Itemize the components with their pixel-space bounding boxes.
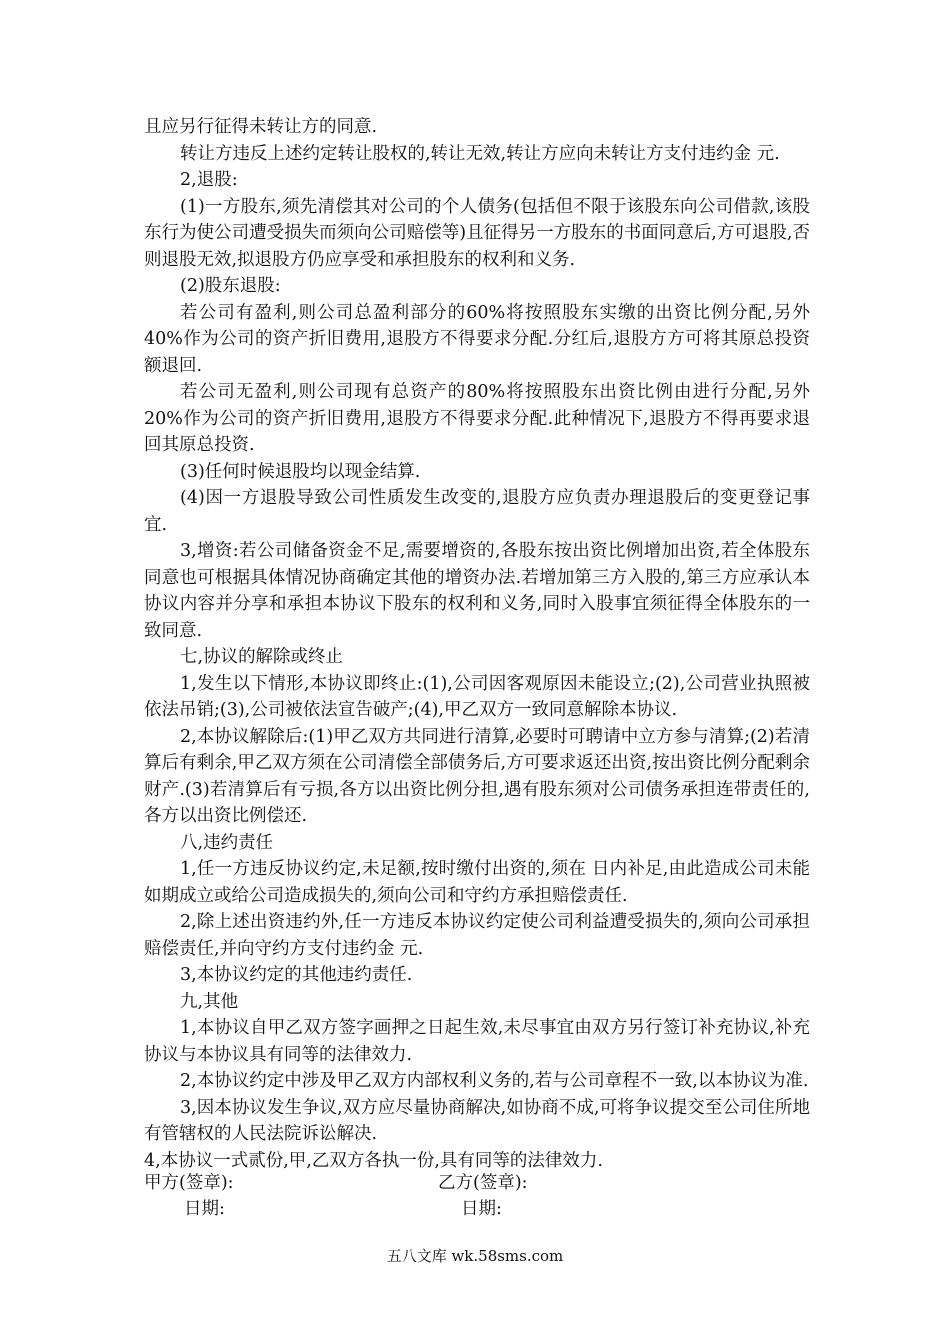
document-paragraph: 2,本协议解除后:(1)甲乙双方共同进行清算,必要时可聘请中立方参与清算;(2)若清算后有剩余,甲乙双方须在公司清偿全部债务后,方可要求返还出资,按出资比例分配剩余财产.(3)若清算后有亏损,各方以出资比例分担,遇有股东须对公司债务承担连带责任的,各方以出资比例偿还. xyxy=(144,726,810,826)
document-paragraph: 1,本协议自甲乙双方签字画押之日起生效,未尽事宜由双方另行签订补充协议,补充协议与本协议具有同等的法律效力. xyxy=(144,1018,810,1065)
document-paragraph: (3)任何时候退股均以现金结算. xyxy=(180,461,421,482)
document-paragraph: 转让方违反上述约定转让股权的,转让无效,转让方应向未转让方支付违约金 元. xyxy=(180,143,780,164)
party-b-date-label: 日期: xyxy=(461,1199,502,1219)
page-footer-watermark: 五八文库 wk.58sms.com xyxy=(386,1247,564,1265)
document-paragraph: 1,发生以下情形,本协议即终止:(1),公司因客观原因未能设立;(2),公司营业执照被依法吊销;(3),公司被依法宣告破产;(4),甲乙双方一致同意解除本协议. xyxy=(144,673,810,720)
document-paragraph: 3,本协议约定的其他违约责任. xyxy=(180,965,413,985)
document-paragraph: 若公司有盈利,则公司总盈利部分的60%将按照股东实缴的出资比例分配,另外40%作为公司的资产折旧费用,退股方不得要求分配.分红后,退股方方可将其原总投资额退回. xyxy=(144,302,810,376)
document-paragraph: 4,本协议一式贰份,甲,乙双方各执一份,具有同等的法律效力. xyxy=(144,1150,603,1171)
document-paragraph: (4)因一方退股导致公司性质发生改变的,退股方应负责办理退股后的变更登记事宜. xyxy=(144,488,810,535)
document-paragraph: 3,增资:若公司储备资金不足,需要增资的,各股东按出资比例增加出资,若全体股东同意也可根据具体情况协商确定其他的增资办法.若增加第三方入股的,第三方应承认本协议内容并分享和承担本协议下股东的权利和义务,同时入股事宜须征得全体股东的一致同意. xyxy=(144,541,810,641)
document-paragraph: 且应另行征得未转让方的同意. xyxy=(144,117,378,137)
document-paragraph: 七,协议的解除或终止 xyxy=(180,647,344,667)
document-body xyxy=(144,114,810,1174)
document-paragraph: 2,除上述出资违约外,任一方违反本协议约定使公司利益遭受损失的,须向公司承担赔偿责任,并向守约方支付违约金 元. xyxy=(144,912,810,959)
document-paragraph: 2,退股: xyxy=(180,170,238,190)
document-paragraph: 2,本协议约定中涉及甲乙双方内部权利义务的,若与公司章程不一致,以本协议为准. xyxy=(180,1071,809,1091)
party-a-date-label: 日期: xyxy=(184,1199,225,1219)
document-paragraph: (1)一方股东,须先清偿其对公司的个人债务(包括但不限于该股东向公司借款,该股东行为使公司遭受损失而须向公司赔偿等)且征得另一方股东的书面同意后,方可退股,否则退股无效,拟退股方仍应享受和承担股东的权利和义务. xyxy=(144,196,810,270)
document-paragraph: (2)股东退股: xyxy=(180,276,281,296)
document-paragraph: 3,因本协议发生争议,双方应尽量协商解决,如协商不成,可将争议提交至公司住所地有管辖权的人民法院诉讼解决. xyxy=(144,1097,810,1144)
party-b-signature-label: 乙方(签章): xyxy=(438,1173,528,1193)
document-paragraph: 九,其他 xyxy=(180,991,239,1012)
document-paragraph: 八,违约责任 xyxy=(180,832,274,853)
document-paragraph: 1,任一方违反协议约定,未足额,按时缴付出资的,须在 日内补足,由此造成公司未能如期成立或给公司造成损失的,须向公司和守约方承担赔偿责任. xyxy=(144,859,810,906)
document-paragraph: 若公司无盈利,则公司现有总资产的80%将按照股东出资比例由进行分配,另外20%作为公司的资产折旧费用,退股方不得要求分配.此种情况下,退股方不得再要求退回其原总投资. xyxy=(144,382,810,455)
party-a-signature-label: 甲方(签章): xyxy=(144,1173,234,1193)
